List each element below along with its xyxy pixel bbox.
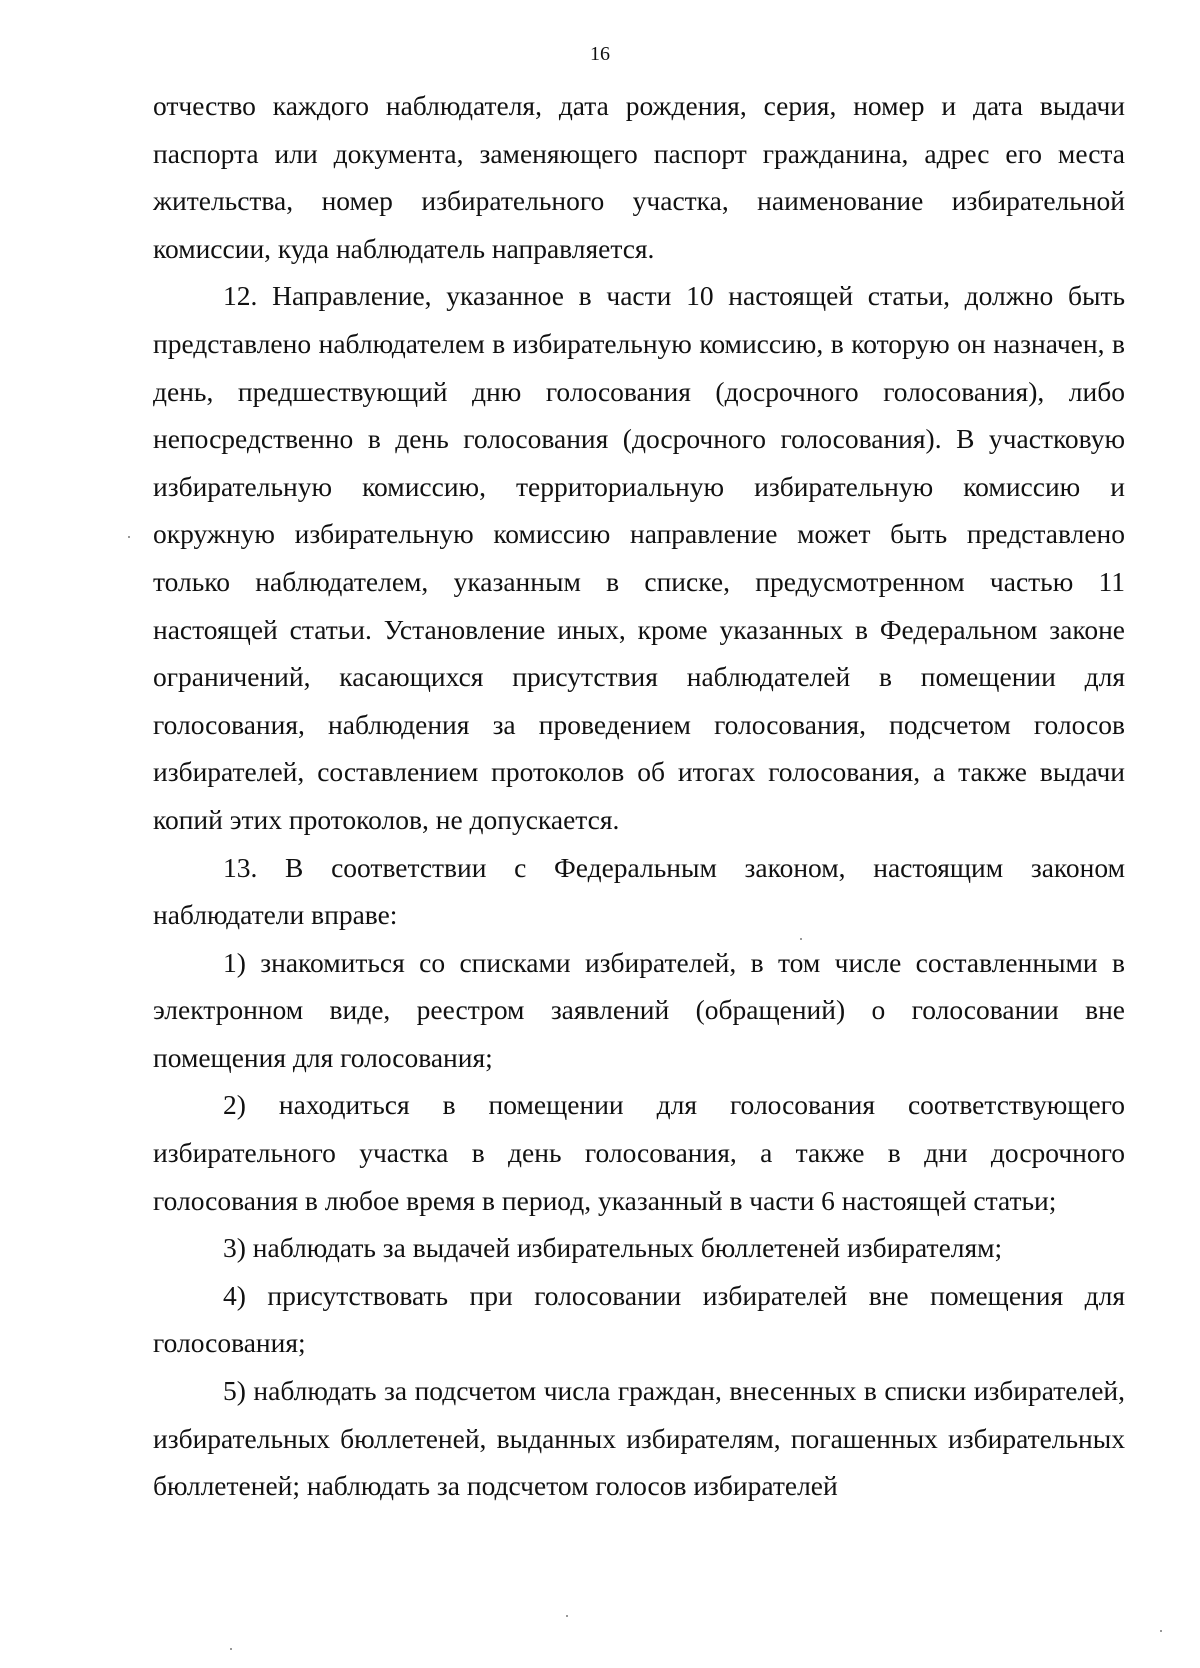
list-item-4: 4) присутствовать при голосовании избирателей вне помещения для голосования;	[153, 1279, 1125, 1359]
scan-speck	[230, 1648, 232, 1650]
paragraph-part-12: 12. Направление, указанное в части 10 настоящей статьи, должно быть представлено наблюдателем в избирательную комиссию, в которую он назначен, в день, предшествующий дню голосования (досрочного голосования), либо непосредственно в день голосования (досрочного голосования). В участковую избирательную комиссию, территориальную избирательную комиссию и окружную избирательную комиссию направление может быть представлено только наблюдателем, указанным в списке, предусмотренном частью 11 настоящей статьи. Установление иных, кроме указанных в Федеральном законе ограничений, касающихся присутствия наблюдателей в помещении для голосования, наблюдения за проведением голосования, подсчетом голосов избирателей, составлением протоколов об итогах голосования, а также выдачи копий этих протоколов, не допускается.	[153, 280, 1125, 835]
paragraph-part-13: 13. В соответствии с Федеральным законом, настоящим законом наблюдатели вправе:	[153, 851, 1125, 931]
paragraph-continuation: отчество каждого наблюдателя, дата рождения, серия, номер и дата выдачи паспорта или документа, заменяющего паспорт гражданина, адрес его места жительства, номер избирательного участка, наименование избирательной комиссии, куда наблюдатель направляется.	[153, 90, 1125, 264]
scan-speck	[1160, 1630, 1162, 1632]
list-item-3: 3) наблюдать за выдачей избирательных бюллетеней избирателям;	[223, 1232, 1003, 1264]
document-body	[153, 82, 1125, 1510]
scan-speck	[800, 938, 802, 940]
list-item-5: 5) наблюдать за подсчетом числа граждан, внесенных в списки избирателей, избирательных бюллетеней, выданных избирателям, погашенных избирательных бюллетеней; наблюдать за подсчетом голосов избирателей	[153, 1375, 1125, 1502]
scan-speck	[566, 1615, 568, 1617]
scan-speck	[128, 536, 130, 538]
page-number: 16	[590, 43, 610, 65]
list-item-1: 1) знакомиться со списками избирателей, в том числе составленными в электронном виде, реестром заявлений (обращений) о голосовании вне помещения для голосования;	[153, 946, 1125, 1073]
list-item-2: 2) находиться в помещении для голосования соответствующего избирательного участка в день голосования, а также в дни досрочного голосования в любое время в период, указанный в части 6 настоящей статьи;	[153, 1089, 1125, 1216]
